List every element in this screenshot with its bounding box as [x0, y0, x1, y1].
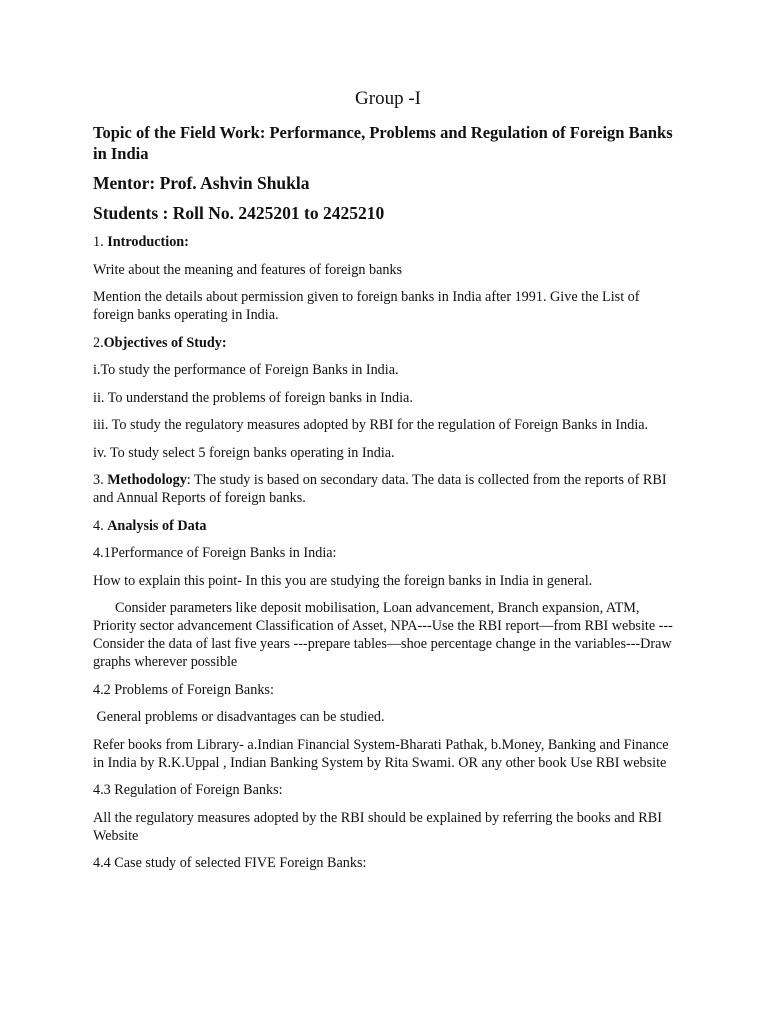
intro-paragraph-2: Mention the details about permission given to foreign banks in India after 1991. Give the List of foreign banks operating in India.	[93, 289, 640, 323]
subsection-4-3-heading: 4.3 Regulation of Foreign Banks:	[93, 782, 283, 798]
subsection-4-4-heading: 4.4 Case study of selected FIVE Foreign Banks:	[93, 855, 367, 871]
subsection-4-1-paragraph-1: How to explain this point- In this you are studying the foreign banks in India in general.	[93, 572, 593, 589]
subsection-4-1-heading: 4.1Performance of Foreign Banks in India:	[93, 545, 337, 561]
section-title: Introduction:	[107, 234, 189, 250]
section-analysis-heading	[93, 517, 683, 535]
section-methodology	[93, 471, 683, 507]
methodology-text: : The study is based on secondary data. The data is collected from the reports of RBI and Annual Reports of foreign banks.	[93, 472, 667, 506]
section-title: Objectives of Study:	[103, 334, 227, 351]
objective-item-4: iv. To study select 5 foreign banks operating in India.	[93, 444, 395, 461]
section-introduction-heading	[93, 233, 683, 251]
section-number: 4.	[93, 517, 108, 534]
section-number: 1.	[93, 234, 108, 250]
document-title: Group -I	[355, 88, 421, 109]
subsection-4-1-paragraph-2: Consider parameters like deposit mobilisation, Loan advancement, Branch expansion, ATM, Priority sector advancement Classification of Asset, NPA---Use the RBI report—from RBI website ---Consider the data of last five years ---prepare tables—shoe percentage change in the variables---Draw graphs wherever possible	[93, 600, 673, 670]
objective-item-1: i.To study the performance of Foreign Banks in India.	[93, 362, 399, 378]
topic-heading: Topic of the Field Work: Performance, Problems and Regulation of Foreign Banks in India	[93, 123, 673, 163]
section-title: Analysis of Data	[107, 517, 207, 534]
subsection-4-3-paragraph-1: All the regulatory measures adopted by the RBI should be explained by referring the books and RBI Website	[93, 809, 662, 844]
objective-item-3: iii. To study the regulatory measures adopted by RBI for the regulation of Foreign Banks in India.	[93, 417, 649, 433]
subsection-4-2-paragraph-2: Refer books from Library- a.Indian Financial System-Bharati Pathak, b.Money, Banking and Finance in India by R.K.Uppal , Indian Banking System by Rita Swami. OR any other book Use RBI website	[93, 736, 669, 771]
section-title: Methodology	[107, 472, 187, 488]
document-body	[93, 86, 683, 882]
section-number: 3.	[93, 472, 108, 488]
section-number: 2.	[93, 334, 104, 351]
subsection-4-2-heading: 4.2 Problems of Foreign Banks:	[93, 681, 274, 698]
section-objectives-heading	[93, 334, 683, 352]
intro-paragraph-1: Write about the meaning and features of foreign banks	[93, 261, 403, 278]
subsection-4-2-paragraph-1: General problems or disadvantages can be studied.	[93, 709, 385, 725]
mentor-heading: Mentor: Prof. Ashvin Shukla	[93, 173, 310, 193]
objective-item-2: ii. To understand the problems of foreign banks in India.	[93, 389, 413, 406]
students-heading: Students : Roll No. 2425201 to 2425210	[93, 203, 385, 223]
